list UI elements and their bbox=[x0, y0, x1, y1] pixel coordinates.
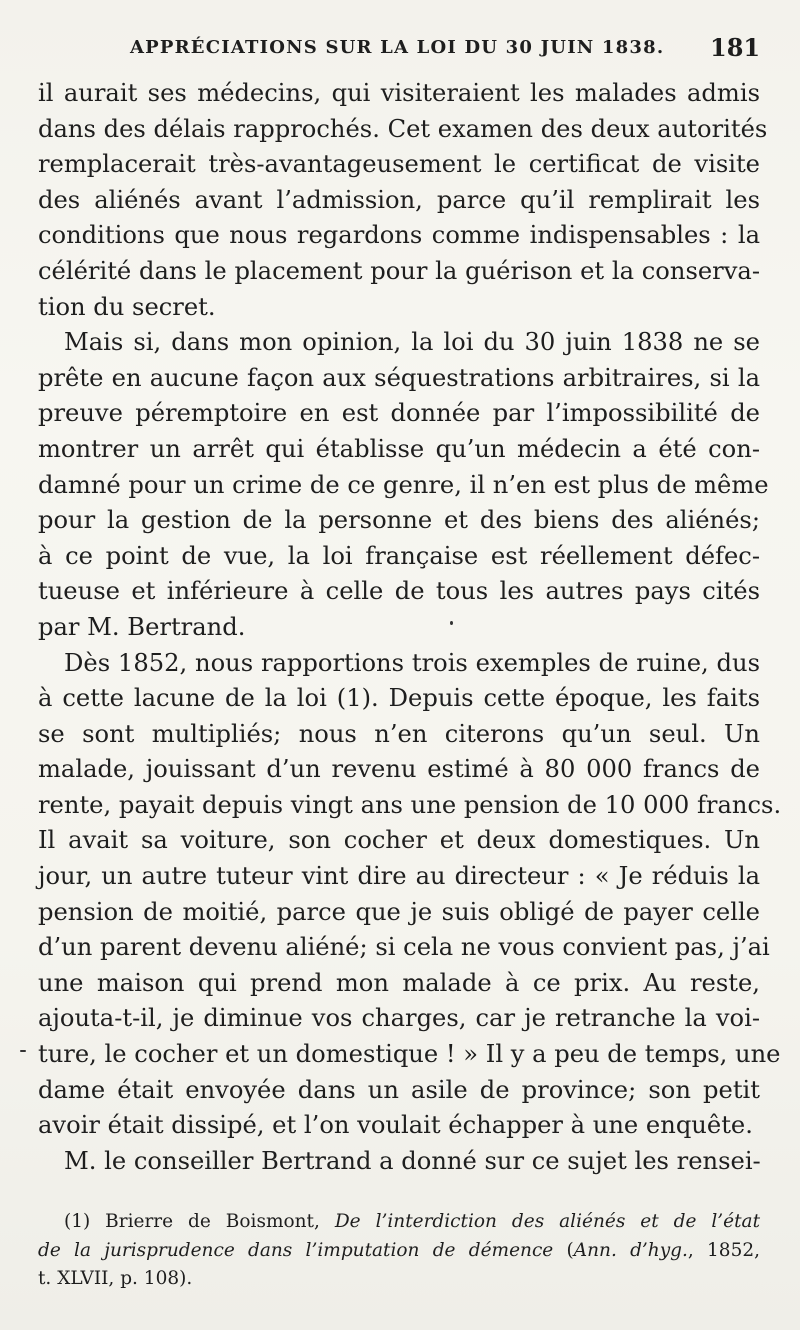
text-line: montrer un arrêt qui établisse qu’un médecin a été con- bbox=[38, 434, 760, 463]
text-line: Dès 1852, nous rapportions trois exemples de ruine, dus bbox=[64, 648, 760, 677]
text-line: des aliénés avant l’admission, parce qu’il remplirait les bbox=[38, 185, 760, 214]
text-line: dans des délais rapprochés. Cet examen des deux autorités bbox=[38, 114, 768, 143]
text-line: jour, un autre tuteur vint dire au directeur : « Je réduis la bbox=[38, 862, 760, 891]
text-line: il aurait ses médecins, qui visiteraient les malades admis bbox=[38, 79, 760, 107]
footnote-line: de la jurisprudence dans l’imputation de démence (Ann. d’hyg., 1852, bbox=[38, 1239, 760, 1261]
text-line: remplacerait très-avantageusement le certificat de visite bbox=[38, 150, 760, 179]
text-line: une maison qui prend mon malade à ce prix. Au reste, bbox=[38, 968, 760, 997]
text-line: rente, payait depuis vingt ans une pension de 10 000 francs. bbox=[38, 790, 782, 819]
text-line: pension de moitié, parce que je suis obligé de payer celle bbox=[38, 897, 760, 926]
text-line: à ce point de vue, la loi française est réellement défec- bbox=[38, 541, 760, 570]
text-line: se sont multipliés; nous n’en citerons qu’un seul. Un bbox=[38, 719, 760, 748]
footnote-line: t. XLVII, p. 108). bbox=[38, 1268, 193, 1289]
text-line: damné pour un crime de ce genre, il n’en est plus de même bbox=[38, 470, 769, 499]
text-line: M. le conseiller Bertrand a donné sur ce sujet les rensei- bbox=[64, 1146, 761, 1175]
text-line: tion du secret. bbox=[38, 292, 216, 321]
running-title: APPRÉCIATIONS SUR LA LOI DU 30 JUIN 1838. bbox=[130, 37, 665, 58]
text-line: tueuse et inférieure à celle de tous les autres pays cités bbox=[38, 577, 760, 606]
text-line: célérité dans le placement pour la guérison et la conserva- bbox=[38, 256, 760, 285]
text-line: Mais si, dans mon opinion, la loi du 30 juin 1838 ne se bbox=[64, 328, 760, 357]
body-text bbox=[38, 76, 782, 1179]
print-speck bbox=[20, 1050, 26, 1052]
text-line: preuve péremptoire en est donnée par l’impossibilité de bbox=[38, 399, 760, 428]
text-line: ture, le cocher et un domestique ! » Il y a peu de temps, une bbox=[38, 1040, 781, 1069]
footnote bbox=[38, 1208, 760, 1294]
text-line: conditions que nous regardons comme indispensables : la bbox=[38, 221, 760, 250]
footnote-line: (1) Brierre de Boismont, De l’interdiction des aliénés et de l’état bbox=[64, 1211, 761, 1232]
text-line: d’un parent devenu aliéné; si cela ne vous convient pas, j’ai bbox=[38, 933, 770, 962]
text-line: Il avait sa voiture, son cocher et deux domestiques. Un bbox=[38, 826, 760, 855]
text-line: prête en aucune façon aux séquestrations arbitraires, si la bbox=[38, 363, 760, 392]
page-number: 181 bbox=[710, 33, 761, 62]
text-line: par M. Bertrand. bbox=[38, 612, 246, 641]
print-speck bbox=[450, 621, 453, 625]
text-line: malade, jouissant d’un revenu estimé à 80 000 francs de bbox=[38, 755, 760, 784]
text-line: pour la gestion de la personne et des biens des aliénés; bbox=[38, 506, 760, 535]
text-line: avoir était dissipé, et l’on voulait échapper à une enquête. bbox=[38, 1111, 753, 1140]
text-line: à cette lacune de la loi (1). Depuis cette époque, les faits bbox=[38, 684, 760, 713]
text-line: ajouta-t-il, je diminue vos charges, car je retranche la voi- bbox=[38, 1004, 760, 1033]
page-header bbox=[0, 30, 800, 70]
text-line: dame était envoyée dans un asile de province; son petit bbox=[38, 1075, 760, 1104]
